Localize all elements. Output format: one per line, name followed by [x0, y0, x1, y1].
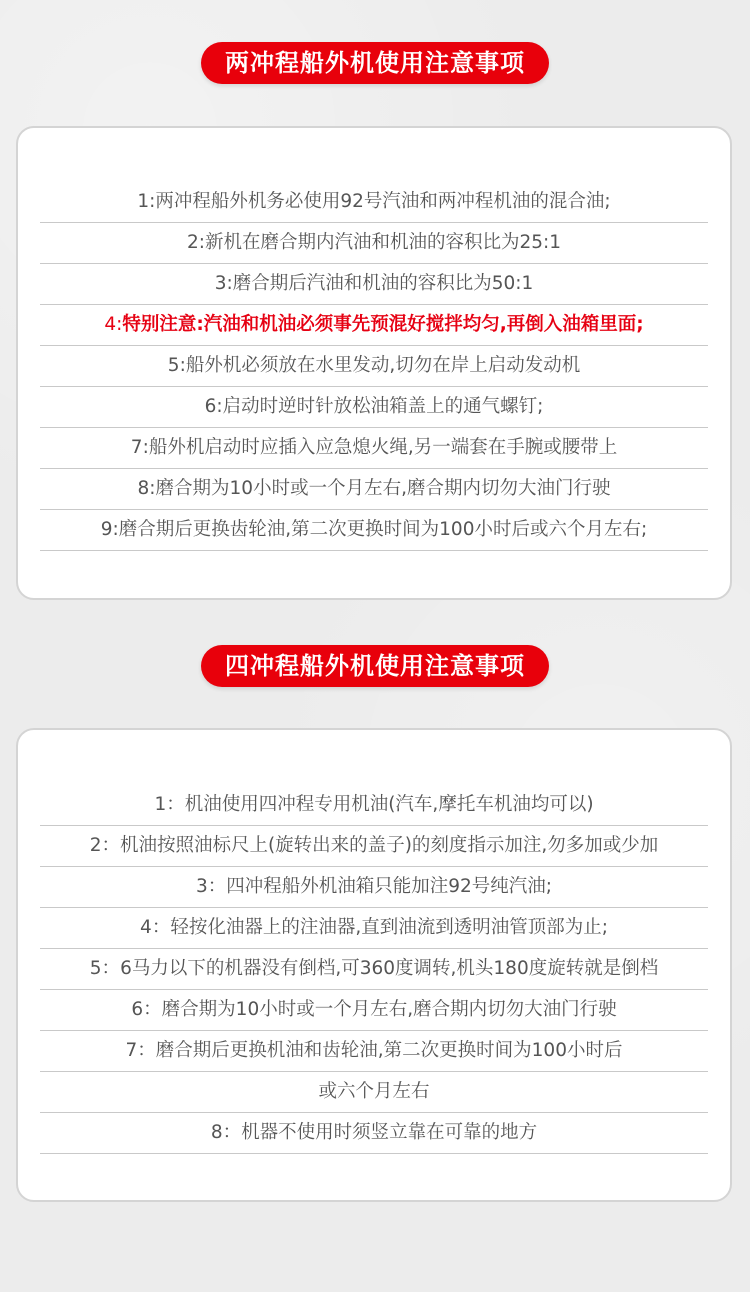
note-row — [40, 785, 708, 826]
note-row-warning — [40, 305, 708, 346]
note-text: 6马力以下的机器没有倒档,可360度调转,机头180度旋转就是倒档 — [120, 958, 659, 979]
note-row — [40, 387, 708, 428]
note-text: 磨合期后更换齿轮油,第二次更换时间为100小时后或六个月左右; — [118, 519, 648, 540]
four-stroke-notes-list — [40, 785, 708, 1154]
note-text: 或六个月左右 — [318, 1081, 430, 1102]
note-text: 磨合期为10小时或一个月左右,磨合期内切勿大油门行驶 — [155, 478, 611, 499]
note-number: 3： — [195, 876, 227, 897]
note-row — [40, 510, 708, 551]
section-title-two-stroke: 两冲程船外机使用注意事项 — [201, 42, 549, 84]
note-text: 机油按照油标尺上(旋转出来的盖子)的刻度指示加注,勿多加或少加 — [119, 835, 659, 856]
note-text: 磨合期后更换机油和齿轮油,第二次更换时间为100小时后 — [155, 1040, 623, 1061]
section-title-four-stroke: 四冲程船外机使用注意事项 — [201, 645, 549, 687]
note-text: 机油使用四冲程专用机油(汽车,摩托车机油均可以) — [184, 794, 594, 815]
note-row — [40, 867, 708, 908]
two-stroke-notes-list — [40, 182, 708, 551]
note-number: 7： — [125, 1040, 156, 1061]
note-number: 5： — [89, 958, 121, 979]
note-number: 8: — [137, 478, 156, 499]
note-number: 5: — [167, 355, 186, 376]
note-text: 机器不使用时须竖立靠在可靠的地方 — [241, 1122, 538, 1143]
note-number: 7: — [130, 437, 149, 458]
note-row — [40, 469, 708, 510]
note-number: 2： — [89, 835, 120, 856]
note-row — [40, 826, 708, 867]
note-row — [40, 346, 708, 387]
note-row — [40, 428, 708, 469]
four-stroke-notes-card — [16, 728, 732, 1202]
note-row-continuation — [40, 1072, 708, 1113]
note-text: 两冲程船外机务必使用92号汽油和两冲程机油的混合油; — [155, 191, 611, 212]
note-number: 1： — [154, 794, 185, 815]
note-number: 6: — [204, 396, 223, 417]
note-text: 船外机启动时应插入应急熄火绳,另一端套在手腕或腰带上 — [148, 437, 618, 458]
note-text: 磨合期为10小时或一个月左右,磨合期内切勿大油门行驶 — [161, 999, 617, 1020]
note-row — [40, 990, 708, 1031]
note-text: 船外机必须放在水里发动,切勿在岸上启动发动机 — [185, 355, 581, 376]
note-number: 8： — [210, 1122, 242, 1143]
note-row — [40, 1031, 708, 1072]
note-row — [40, 949, 708, 990]
note-number: 3: — [214, 273, 233, 294]
note-text: 启动时逆时针放松油箱盖上的通气螺钉; — [222, 396, 544, 417]
note-row — [40, 264, 708, 305]
note-number: 4: — [104, 314, 123, 335]
note-text: 磨合期后汽油和机油的容积比为50:1 — [232, 273, 534, 294]
note-number: 1: — [137, 191, 156, 212]
note-row — [40, 1113, 708, 1154]
note-row — [40, 223, 708, 264]
note-number: 2: — [186, 232, 205, 253]
note-text: 四冲程船外机油箱只能加注92号纯汽油; — [226, 876, 553, 897]
note-text: 轻按化油器上的注油器,直到油流到透明油管顶部为止; — [170, 917, 608, 938]
two-stroke-notes-card — [16, 126, 732, 600]
note-text: 新机在磨合期内汽油和机油的容积比为25:1 — [204, 232, 562, 253]
note-text: 特别注意:汽油和机油必须事先预混好搅拌均匀,再倒入油箱里面; — [122, 314, 644, 335]
note-number: 4： — [140, 917, 171, 938]
note-row — [40, 182, 708, 223]
note-row — [40, 908, 708, 949]
note-number: 9: — [100, 519, 119, 540]
note-number: 6： — [131, 999, 162, 1020]
